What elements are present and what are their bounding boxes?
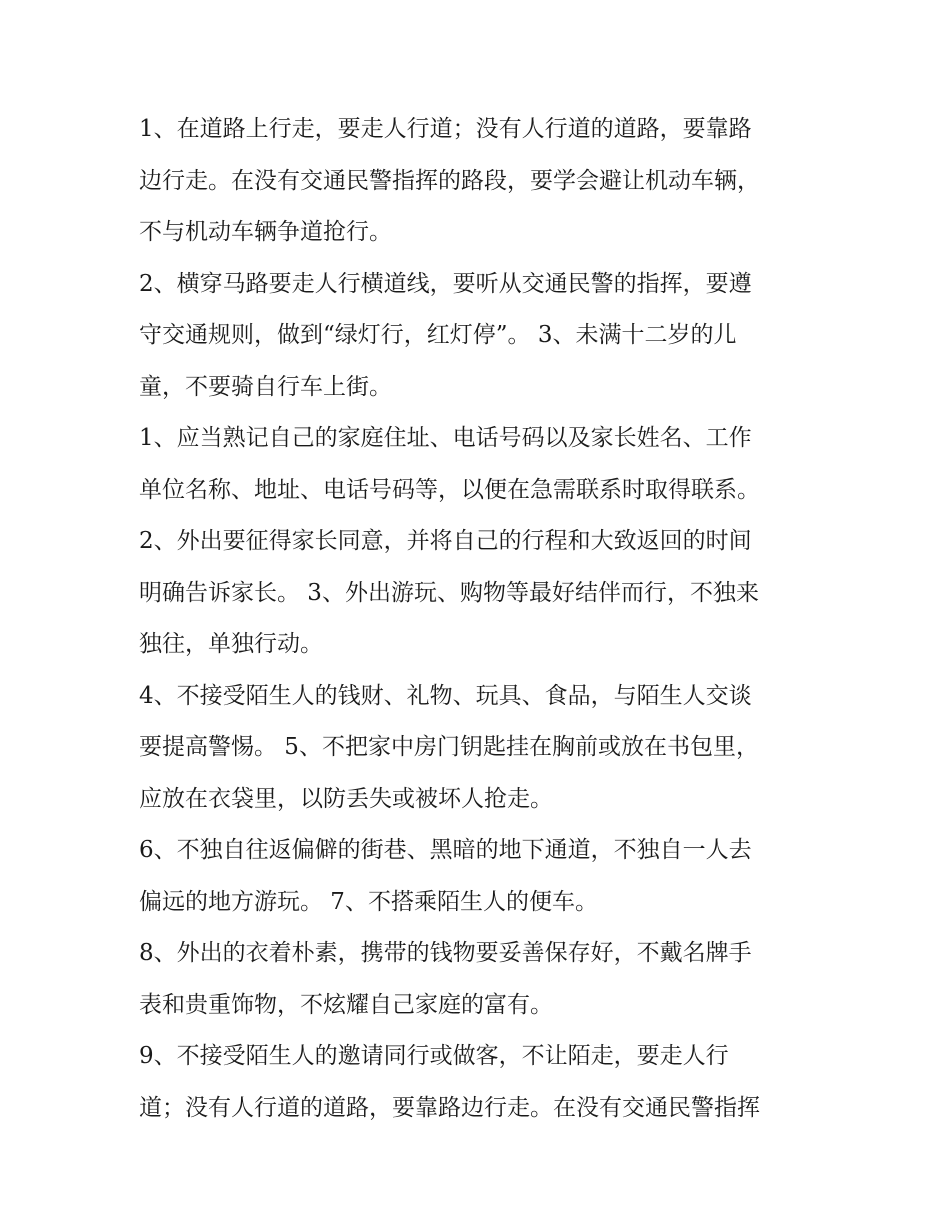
document-body: [139, 104, 819, 1134]
text-line: 9、不接受陌生人的邀请同行或做客，不让陌走，要走人行: [139, 1043, 729, 1069]
text-line: 童，不要骑自行车上街。: [139, 373, 392, 400]
text-line: 4、不接受陌生人的钱财、礼物、玩具、食品，与陌生人交谈: [139, 682, 752, 709]
text-line: 边行走。在没有交通民警指挥的路段，要学会避让机动车辆，: [139, 167, 760, 194]
text-line: 6、不独自往返偏僻的街巷、黑暗的地下通道，不独自一人去: [139, 837, 752, 863]
text-line: 应放在衣袋里，以防丢失或被坏人抢走。: [139, 785, 553, 812]
text-line: 单位名称、地址、电话号码等，以便在急需联系时取得联系。: [139, 476, 760, 503]
text-line: 8、外出的衣着朴素，携带的钱物要妥善保存好，不戴名牌手: [139, 940, 752, 966]
text-line: 明确告诉家长。 3、外出游玩、购物等最好结伴而行，不独来: [139, 579, 759, 606]
text-line: 表和贵重饰物，不炫耀自己家庭的富有。: [139, 991, 553, 1018]
text-line: 守交通规则，做到“绿灯行，红灯停”。 3、未满十二岁的儿: [139, 322, 737, 348]
text-line: 2、横穿马路要走人行横道线，要听从交通民警的指挥，要遵: [139, 270, 752, 297]
text-line: 不与机动车辆争道抢行。: [139, 219, 392, 245]
text-line: 1、应当熟记自己的家庭住址、电话号码以及家长姓名、工作: [139, 425, 752, 451]
text-line: 要提高警惕。 5、不把家中房门钥匙挂在胸前或放在书包里，: [139, 734, 759, 760]
text-line: 道；没有人行道的道路，要靠路边行走。在没有交通民警指挥: [139, 1094, 760, 1121]
text-line: 偏远的地方游玩。 7、不搭乘陌生人的便车。: [139, 888, 598, 915]
text-line: 1、在道路上行走，要走人行道；没有人行道的道路，要靠路: [139, 116, 752, 142]
text-line: 2、外出要征得家长同意，并将自己的行程和大致返回的时间: [139, 528, 752, 554]
text-line: 独往，单独行动。: [139, 631, 323, 657]
